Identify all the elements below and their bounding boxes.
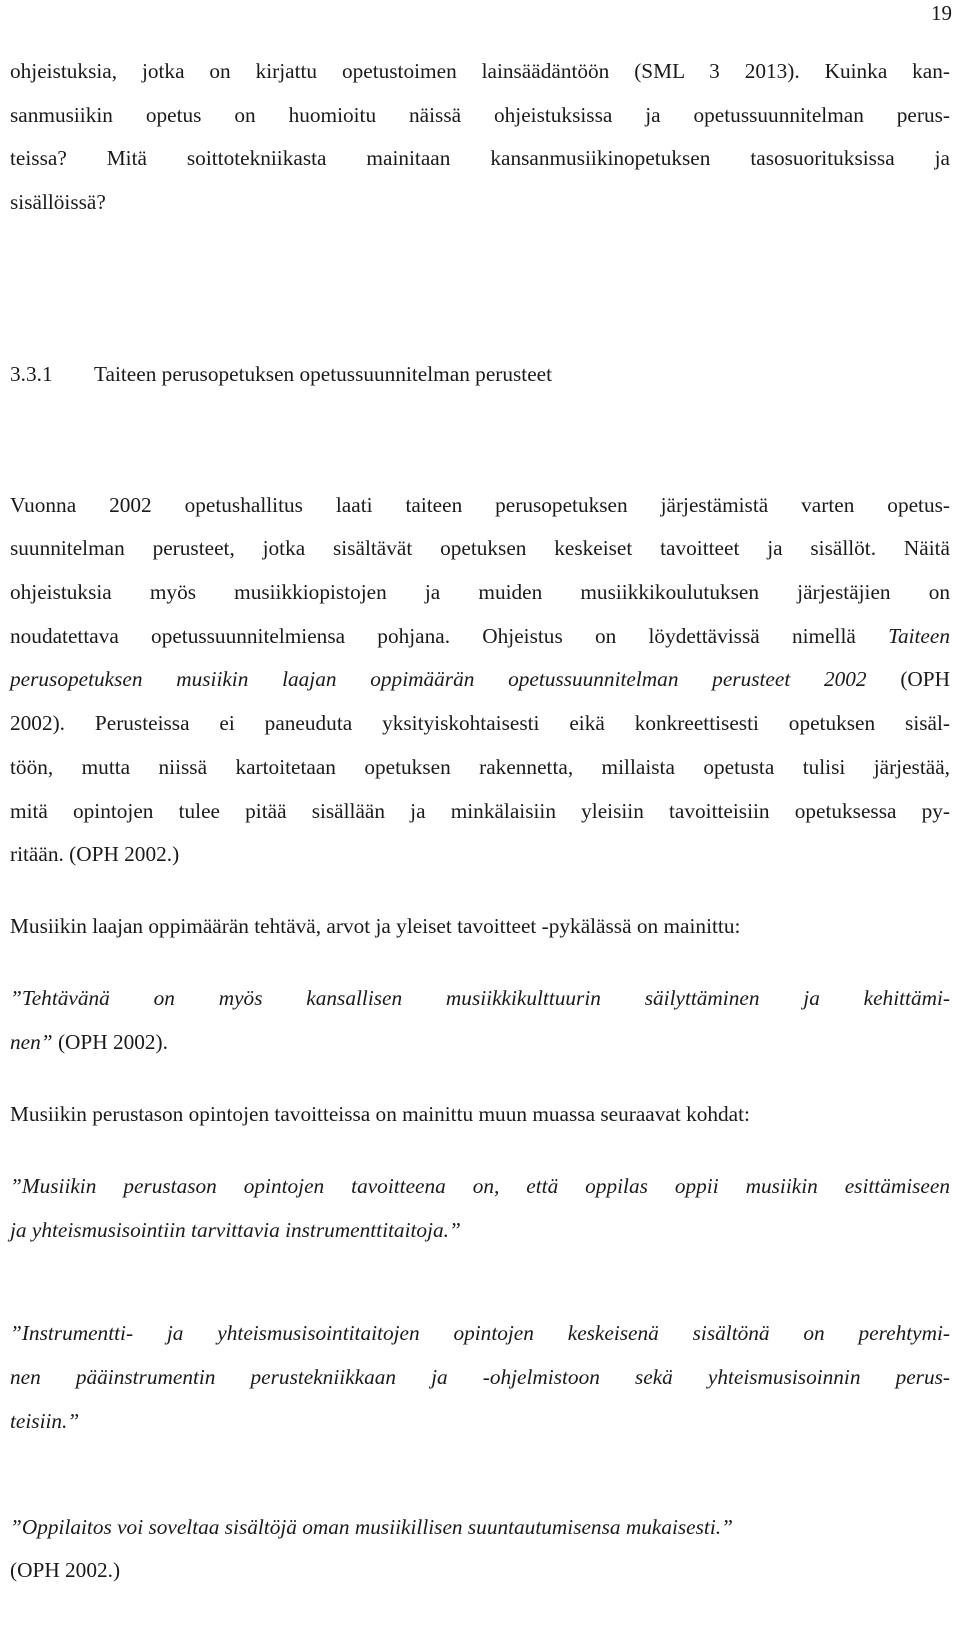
quote2-line-2 [10, 1215, 950, 1245]
quote4-line-1 [10, 1512, 950, 1542]
para1-line-2: suunnitelman perusteet, jotka sisältävät opetuksen keskeiset tavoitteet ja sisällöt. Näitä [10, 536, 950, 560]
quote2-line-1-italic: ”Musiikin perustason opintojen tavoitteena on, että oppilas oppii musiikin esittämiseen [10, 1174, 950, 1198]
section-number: 3.3.1 [10, 362, 53, 386]
section-title: Taiteen perusopetuksen opetussuunnitelman perusteet [94, 362, 553, 386]
intro-line-4: sisällöissä? [10, 190, 106, 214]
quote2-line-2-italic: ja yhteismusisointiin tarvittavia instrumenttitaitoja.” [10, 1218, 461, 1242]
quote1-line-2 [10, 1027, 950, 1057]
quote1-line-2-end: (OPH 2002). [57, 1030, 168, 1054]
quote3-line-1-italic: ”Instrumentti- ja yhteismusisointitaitojen opintojen keskeisenä sisältönä on perehtymi- [10, 1321, 950, 1345]
para3-line-1: Musiikin perustason opintojen tavoitteissa on mainittu muun muassa seuraavat kohdat: [10, 1102, 750, 1126]
quote3-line-3-italic: teisiin.” [10, 1409, 80, 1433]
quote4-line-2: (OPH 2002.) [10, 1558, 121, 1582]
intro-line-2: sanmusiikin opetus on huomioitu näissä ohjeistuksissa ja opetussuunnitelman perus- [10, 103, 950, 127]
intro-line-3: teissa? Mitä soittotekniikasta mainitaan kansanmusiikinopetuksen tasosuorituksissa ja [10, 146, 950, 170]
quote3-line-2 [10, 1362, 950, 1392]
intro-line-1: ohjeistuksia, jotka on kirjattu opetustoimen lainsäädäntöön (SML 3 2013). Kuinka kan- [10, 59, 950, 83]
para1-line-5 [10, 664, 950, 694]
para1-line-3: ohjeistuksia myös musiikkiopistojen ja muiden musiikkikoulutuksen järjestäjien on [10, 580, 950, 604]
quote3-line-2-italic: nen pääinstrumentin perustekniikkaan ja -ohjelmistoon sekä yhteismusisoinnin perus- [10, 1365, 950, 1389]
quote3-line-1 [10, 1318, 950, 1348]
para1-line-6: 2002). Perusteissa ei paneuduta yksityiskohtaisesti eikä konkreettisesti opetuksen sisäl- [10, 711, 950, 735]
para1-line-9: ritään. (OPH 2002.) [10, 842, 180, 866]
para1-line-4-text: noudatettava opetussuunnitelmiensa pohjana. Ohjeistus on löydettävissä nimellä [10, 624, 856, 648]
quote2-line-1 [10, 1171, 950, 1201]
para1-line-5-italic: perusopetuksen musiikin laajan oppimäärän opetussuunnitelman perusteet 2002 [10, 667, 867, 691]
para1-line-4-italic: Taiteen [888, 624, 950, 648]
para1-line-5-end: (OPH [900, 667, 951, 691]
para2-line-1: Musiikin laajan oppimäärän tehtävä, arvot ja yleiset tavoitteet -pykälässä on mainittu: [10, 914, 741, 938]
quote1-line-1 [10, 983, 950, 1013]
quote1-line-1-italic: ”Tehtävänä on myös kansallisen musiikkikulttuurin säilyttäminen ja kehittämi- [10, 986, 950, 1010]
page-number: 19 [931, 1, 952, 25]
section-heading [10, 359, 950, 389]
quote4-line-1-italic: ”Oppilaitos voi soveltaa sisältöjä oman musiikillisen suuntautumisensa mukaisesti.” [10, 1515, 733, 1539]
para1-line-8: mitä opintojen tulee pitää sisällään ja minkälaisiin yleisiin tavoitteisiin opetuksessa py- [10, 799, 950, 823]
para1-line-1: Vuonna 2002 opetushallitus laati taiteen perusopetuksen järjestämistä varten opetus- [10, 493, 950, 517]
quote1-line-2-italic: nen” [10, 1030, 53, 1054]
para1-line-7: töön, mutta niissä kartoitetaan opetuksen rakennetta, millaista opetusta tulisi järjestää, [10, 755, 950, 779]
quote3-line-3 [10, 1406, 950, 1436]
para1-line-4 [10, 621, 950, 651]
